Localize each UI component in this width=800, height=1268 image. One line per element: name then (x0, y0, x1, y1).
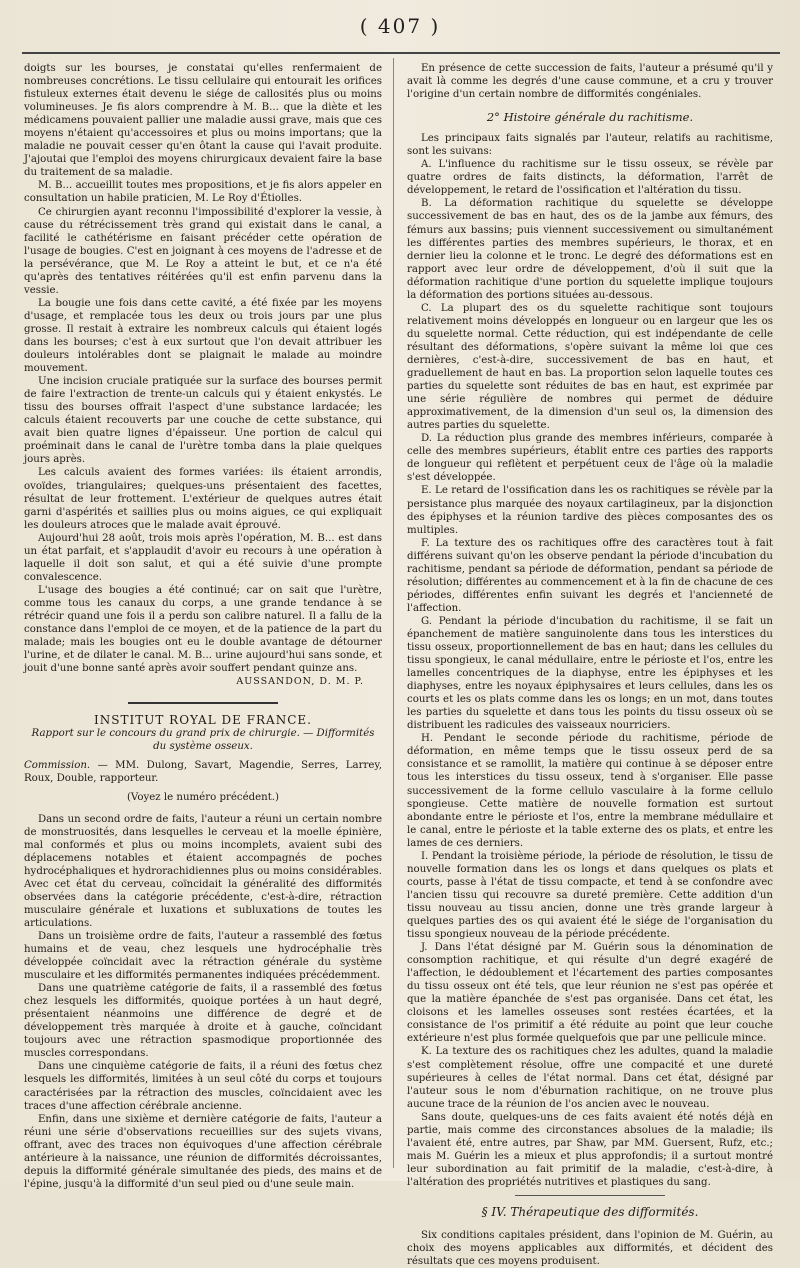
left-column (24, 62, 382, 1191)
paragraph: M. B... accueillit toutes mes propositions, et je fis alors appeler en consultation un habile praticien, M. Le Roy d'Étiolles. (24, 180, 382, 205)
header-rule (22, 52, 780, 54)
list-item: J. Dans l'état désigné par M. Guérin sous la dénomination de consomption rachitique, et qui résulte d'un degré exagéré de l'affection, le dédoublement et l'écartement des parties composantes du tissu osseux ont été tels, que leur réunion ne s'est pas opérée et que la matière épanchée de s'est pas organisée. Dans cet état, les cloisons et les lamelles osseuses sont restées écartées, et la consistance de l'os primitif a été réduite au point que leur couche extérieure n'est plus formée quelquefois que par une pellicule mince. (407, 942, 773, 1045)
list-item: H. Pendant le seconde période du rachitisme, période de déformation, en même temps que le tissu osseux perd de sa consistance et se ramollit, la matière qui continue à se déposer entre tous les interstices du tissu osseux, tend à s'organiser. Elle passe successivement de la forme cellulo vasculaire à la forme cellulo spongieuse. Cette matière de nouvelle formation est surtout abondante entre le périoste et l'os, entre la membrane médullaire et le canal, entre le périoste et la table externe des os plats, et entre les lames de ces derniers. (407, 733, 773, 849)
list-item: I. Pendant la troisième période, la période de résolution, le tissu de nouvelle formation dans les os longs et dans quelques os plats et courts, passe à l'état de tissu compacte, et tend à se confondre avec l'ancien tissu qui recouvre sa dureté première. Cette addition d'un tissu nouveau au tissu ancien, donne une très grande largeur à quelques parties des os qui avaient été le siége de l'organisation du tissu spongieux nouveau de la période précédente. (407, 850, 773, 941)
list-item: F. La texture des os rachitiques offre des caractères tout à fait différens suivant qu'on les observe pendant la période d'incubation du rachitisme, pendant sa période de déformation, pendant sa période de résolution; différentes au commencement et à la fin de chacune de ces périodes, différentes enfin suivant les degrés et l'ancienneté de l'affection. (407, 537, 773, 614)
commission-members: — MM. Dulong, Savart, Magendie, Serres, Larrey, Roux, Double, rapporteur. (24, 760, 382, 785)
paragraph: Aujourd'hui 28 août, trois mois après l'opération, M. B... est dans un état parfait, et s'applaudit d'avoir eu recours à une opération à laquelle il doit son salut, et qui a été suivie d'une prompte convalescence. (24, 532, 382, 583)
paragraph: L'usage des bougies a été continué; car on sait que l'urètre, comme tous les canaux du corps, a une grande tendance à se rétrécir quand une fois il a perdu son calibre naturel. Il a fallu de la constance dans l'emploi de ce moyen, et de la patience de la part du malade; mais les bougies ont eu le double avantage de détourner l'urine, et de dilater le canal. M. B... urine aujourd'hui sans sonde, et jouit d'une bonne santé après avoir souffert pendant quinze ans. (24, 584, 382, 675)
continuation-note: (Voyez le numéro précédent.) (126, 792, 280, 804)
paragraph: Sans doute, quelques-uns de ces faits avaient été notés déjà en partie, mais comme des circonstances absolues de la maladie; ils l'avaient été, entre autres, par Shaw, par MM. Guersent, Rufz, etc.; mais M. Guérin les a mieux et plus approfondis; il a surtout montré leur subordination au fait primitif de la maladie, c'est-à-dire, à l'altération des propriétés nutritives et plastiques du sang. (407, 1111, 773, 1188)
page-number: ( 407 ) (359, 14, 441, 38)
paragraph: Une incision cruciale pratiquée sur la surface des bourses permit de faire l'extraction de trente-un calculs qui y étaient enkystés. Le tissu des bourses offrait l'aspect d'une substance lardacée; les calculs étaient recouverts par une couche de cette substance, qui avait bien quatre lignes d'épaisseur. Une portion de calcul qui proéminait dans le canal de l'urètre tomba dans la plaie quelques jours après. (24, 376, 382, 466)
section-subheading: 2° Histoire générale du rachitisme. (486, 110, 694, 125)
list-item: G. Pendant la période d'incubation du rachitisme, il se fait un épanchement de matière sanguinolente dans tous les interstices du tissu osseux, proportionnellement de bas en haut; dans les cellules du tissu spongieux, le canal médullaire, entre le périoste et l'os, entre les lamelles concentriques de la diaphyse, entre les épiphyses et les diaphyses, entre les noyaux épiphysaires et leurs cellules, dans les os courts et les os plats comme dans les os longs; en un mot, dans toutes les parties du squelette et dans tous les points du tissu osseux où se distribuent les radicules des vaisseaux nourriciers. (407, 615, 773, 732)
paragraph: La bougie une fois dans cette cavité, a été fixée par les moyens d'usage, et remplacée tous les deux ou trois jours par une plus grosse. Il restait à extraire les nombreux calculs qui étaient logés dans les bourses; c'est à eux surtout que l'on devait attribuer les douleurs intolérables dont se plaignait le malade au moindre mouvement. (24, 297, 382, 375)
list-item: E. Le retard de l'ossification dans les os rachitiques se révèle par la persistance plus marquée des noyaux cartilagineux, par la disjonction des épiphyses et la réunion tardive des pièces composantes des os multiples. (407, 485, 773, 536)
list-item: A. L'influence du rachitisme sur le tissu osseux, se révèle par quatre ordres de faits distincts, la déformation, l'arrêt de développement, le retard de l'ossification et l'altération du tissu. (407, 159, 773, 197)
section-heading: § IV. Thérapeutique des difformités. (481, 1204, 699, 1219)
paragraph: Dans une cinquième catégorie de faits, il a réuni des fœtus chez lesquels les difformités, limitées à un seul côté du corps et toujours caractérisées par la rétraction des muscles, coïncidaient avec les traces d'une affection cérébrale ancienne. (24, 1061, 382, 1112)
list-item: K. La texture des os rachitiques chez les adultes, quand la maladie s'est complètement résolue, offre une compacité et une dureté supérieures à celles de l'état normal. Dans cet état, désigné par l'auteur sous le nom d'éburnation rachitique, on ne trouve plus aucune trace de la réunion de l'os ancien avec le nouveau. (407, 1046, 773, 1110)
list-item: D. La réduction plus grande des membres inférieurs, comparée à celle des membres supérieurs, établit entre ces parties des rapports de longueur qui reflètent et perpétuent ceux de l'âge où la maladie s'est développée. (407, 433, 773, 484)
commission-line (24, 759, 382, 785)
paragraph: Enfin, dans une sixième et dernière catégorie de faits, l'auteur a réuni une série d'observations recueillies sur des sujets vivans, offrant, avec des traces non équivoques d'une affection cérébrale antérieure à la naissance, une réunion de difformités décroissantes, depuis la difformité générale simultanée des pieds, des mains et de l'épine, jusqu'à la difformité d'un seul pied ou d'une seule main. (24, 1113, 382, 1190)
paragraph: doigts sur les bourses, je constatai qu'elles renfermaient de nombreuses concrétions. Le tissu cellulaire qui entourait les orifices fistuleux externes était devenu le siége de callosités plus ou moins volumineuses. Je fis alors comprendre à M. B... que la diète et les médicamens pouvaient pallier une maladie aussi grave, mais que ces moyens n'étaient qu'accessoires et plus ou moins importans; que la maladie ne pouvait cesser qu'en ôtant la cause qui l'avait produite. J'ajoutai que l'emploi des moyens chirurgicaux devaient faire la base du traitement de sa maladie. (24, 63, 382, 179)
paragraph: Dans un second ordre de faits, l'auteur a réuni un certain nombre de monstruosités, dans lesquelles le cerveau et la moelle épinière, mal conformés et plus ou moins incomplets, avaient subi des déplacemens notables et étaient accompagnés de poches hydrocéphaliques et hydrorachidiennes plus ou moins considérables. Avec cet état du cerveau, coïncidait la généralité des difformités observées dans la catégorie précédente, c'est-à-dire, rétraction musculaire générale et luxations et subluxations de toutes les articulations. (24, 813, 382, 929)
section-divider (515, 1195, 665, 1196)
institut-heading: INSTITUT ROYAL DE FRANCE. (94, 713, 312, 728)
list-item: C. La plupart des os du squelette rachitique sont toujours relativement moins développés en longueur ou en largeur que les os du squelette normal. Cette réduction, qui est indépendante de celle résultant des déformations, s'opère suivant la même loi que ces dernières, c'est-à-dire, successivement de bas en haut, et graduellement de haut en bas. La proportion selon laquelle toutes ces parties du squelette sont réduites de bas en haut, est exprimée par une série régulière de nombres qui permet de déduire approximativement, de la dimension d'un seul os, la dimension des autres parties du squelette. (407, 302, 773, 432)
paragraph: Les principaux faits signalés par l'auteur, relatifs au rachitisme, sont les suivans: (407, 133, 773, 158)
report-title: Rapport sur le concours du grand prix de chirurgie. — Difformités du système osseux. (31, 728, 375, 753)
commission-label: Commission. (24, 760, 91, 772)
paragraph: Dans un troisième ordre de faits, l'auteur a rassemblé des fœtus humains et de veau, chez lesquels une hydrocéphalie très développée coïncidait avec la rétraction générale du système musculaire et les difformités permanentes indiquées précédemment. (24, 930, 382, 982)
paragraph: Ce chirurgien ayant reconnu l'impossibilité d'explorer la vessie, à cause du rétrécissement très grand qui existait dans le canal, a facilité le cathétérisme en faisant précéder cette opération de l'usage de bougies. C'est en joignant à ces moyens de l'adresse et de la persévérance, que M. Le Roy a atteint le but, et ce n'a été qu'après des tentatives réitérées qu'il est enfin parvenu dans la vessie. (24, 206, 382, 296)
section-divider (128, 702, 278, 704)
paragraph: Six conditions capitales président, dans l'opinion de M. Guérin, au choix des moyens applicables aux difformités, et décident des résultats que ces moyens produisent. (407, 1230, 773, 1268)
paragraph: Les calculs avaient des formes variées: ils étaient arrondis, ovoïdes, triangulaires; quelques-uns présentaient des facettes, résultat de leur frottement. L'extérieur de quelques autres était garni d'aspérités et saillies plus ou moins aigues, ce qui expliquait les douleurs atroces que le malade avait éprouvé. (24, 467, 382, 531)
paragraph: Dans une quatrième catégorie de faits, il a rassemblé des fœtus chez lesquels les difformités, quoique portées à un haut degré, présentaient néanmoins une différence de degré et de développement très marquée à droite et à gauche, coïncidant toujours avec une rétraction spasmodique proportionnée des muscles correspondans. (24, 983, 382, 1060)
column-separator (393, 58, 394, 1168)
author-signature: AUSSANDON, D. M. P. (236, 676, 364, 688)
paragraph: En présence de cette succession de faits, l'auteur a présumé qu'il y avait là comme les degrés d'une cause commune, et a cru y trouver l'origine d'un certain nombre de difformités congéniales. (407, 63, 773, 101)
list-item: B. La déformation rachitique du squelette se développe successivement de bas en haut, des os de la jambe aux fémurs, des fémurs aux bassins; puis viennent successivement ou simultanément les différentes parties des membres supérieurs, le thorax, et en dernier lieu la colonne et le tronc. Le degré des déformations est en rapport avec leur ordre de développement, d'où il suit que la déformation rachitique d'une portion du squelette implique toujours la déformation des portions situées au-dessous. (407, 198, 773, 301)
right-column (407, 62, 773, 1268)
